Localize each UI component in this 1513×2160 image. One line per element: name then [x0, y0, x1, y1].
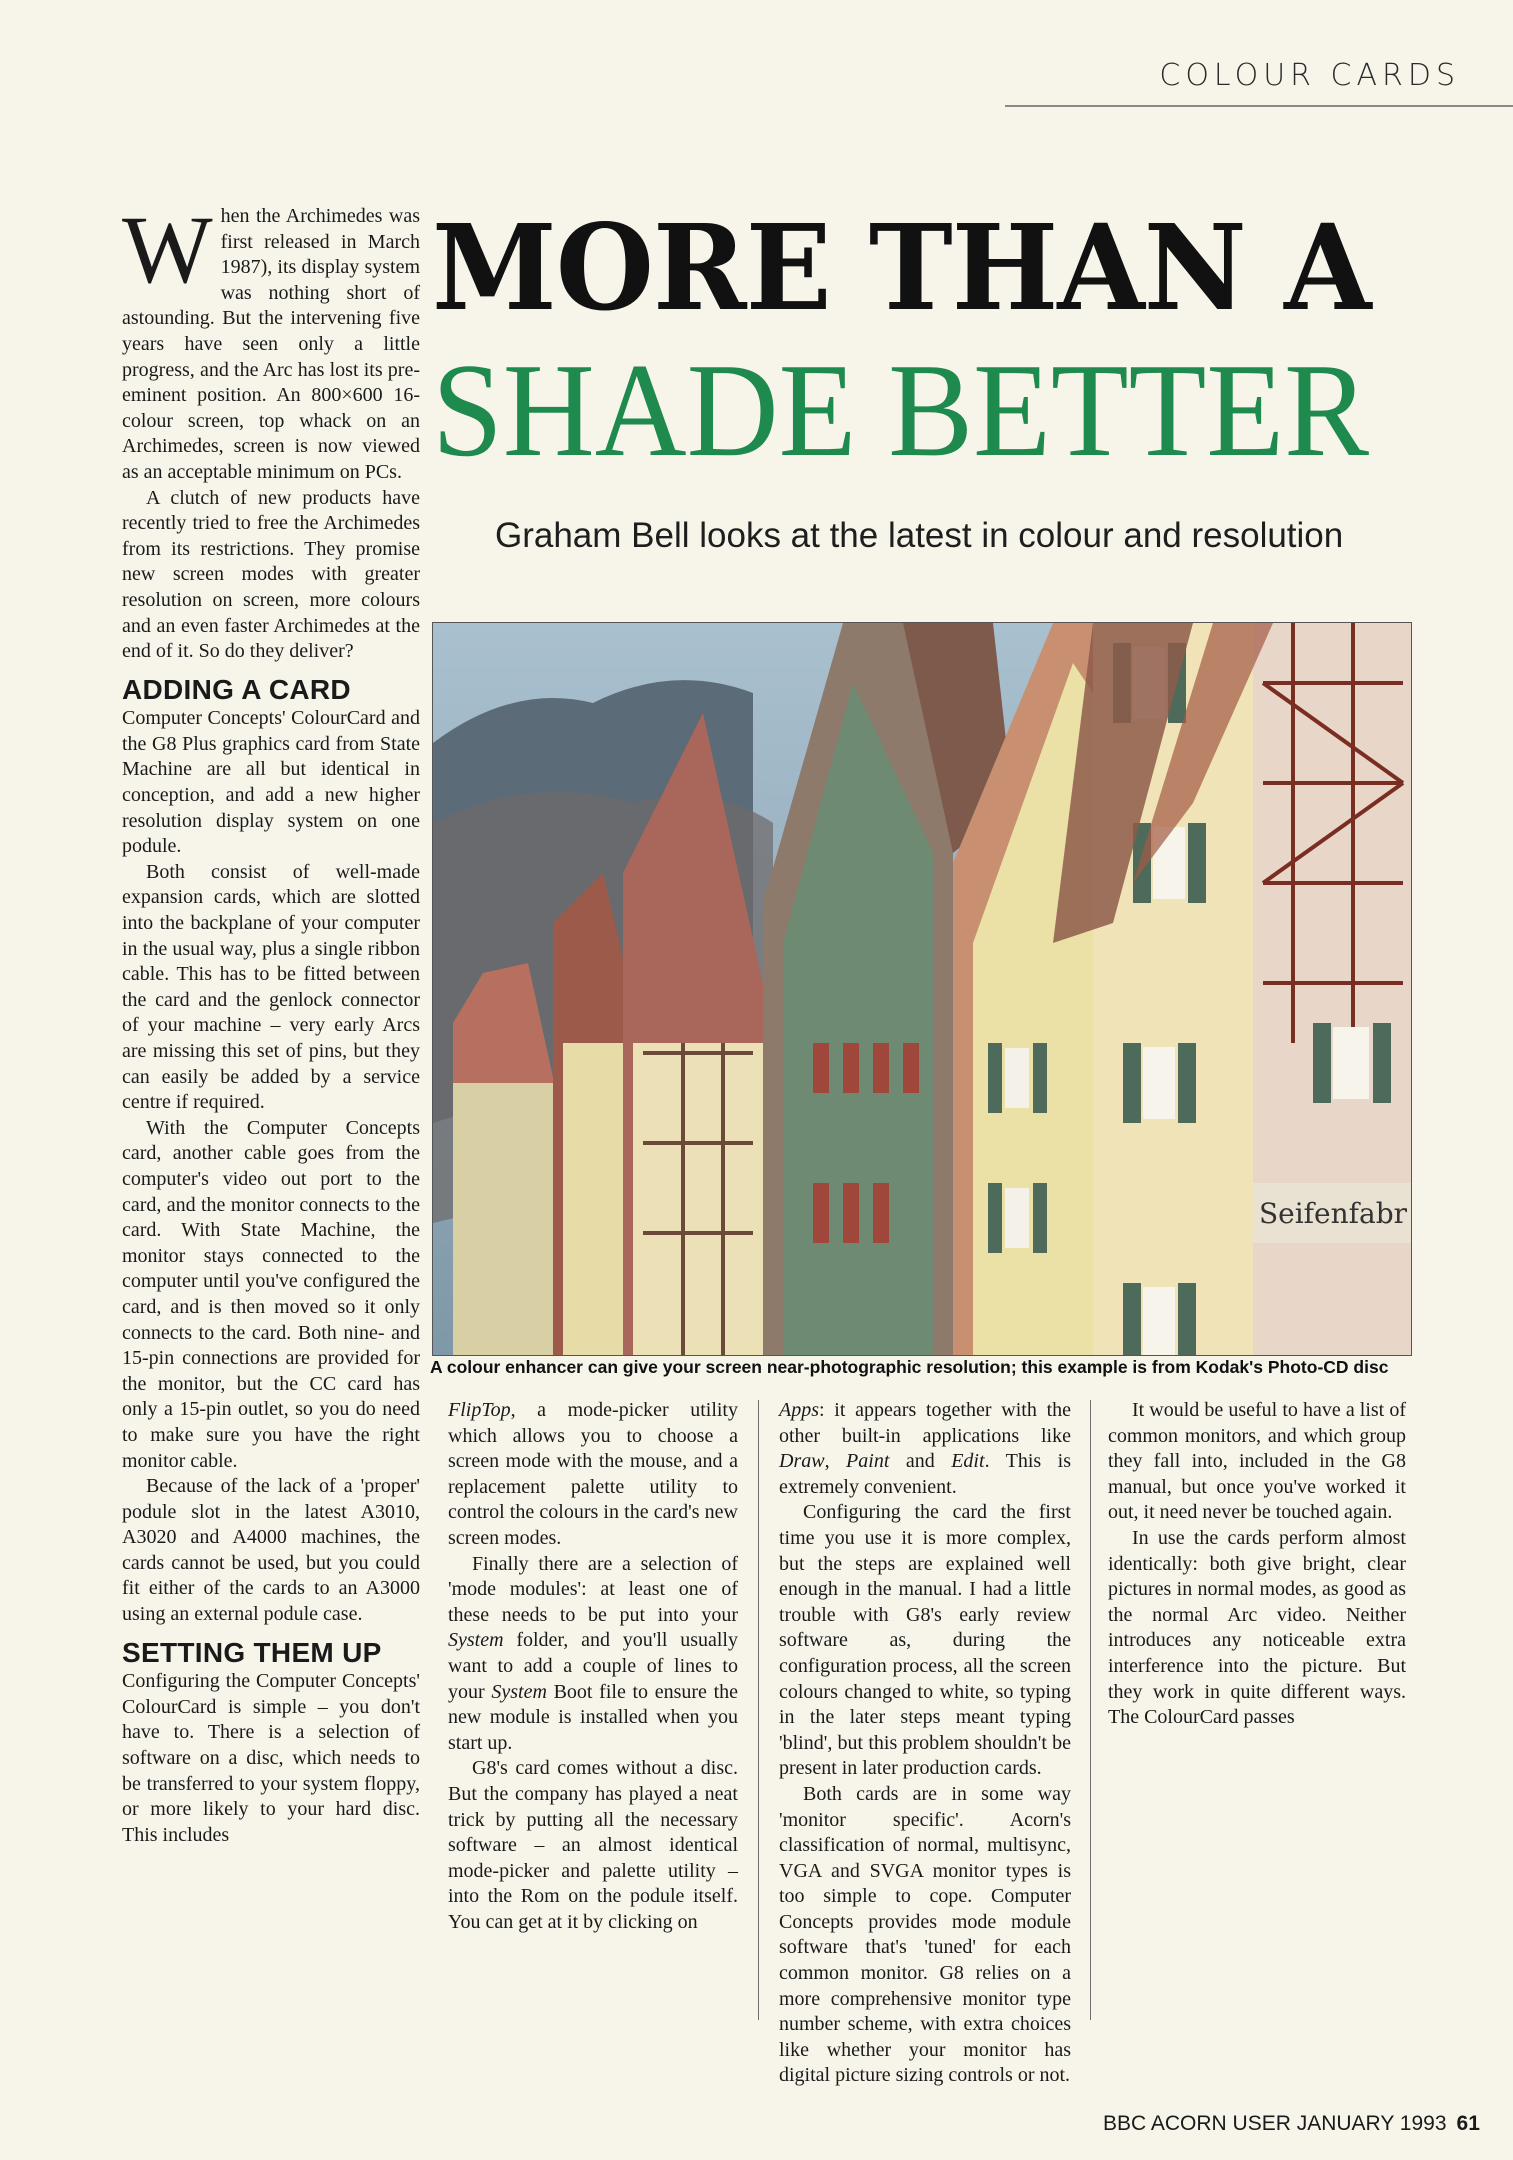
- running-head: COLOUR CARDS: [1159, 58, 1460, 93]
- body-paragraph: Configuring the card the first time you use it is more complex, but the steps are explained well enough in the manual. I had a little trouble with G8's early review software as, during the configuration process, all the screen colours changed to white, so typing in the later steps meant typing 'blind', but this problem shouldn't be present in later production cards.: [779, 1501, 1071, 1780]
- body-paragraph: Both cards are in some way 'monitor specific'. Acorn's classification of normal, multisync, VGA and SVGA monitor types is too simple to cope. Computer Concepts provides mode module software that's 'tuned' for each common monitor. G8 relies on a more comprehensive monitor type number scheme, with extra choices like whether your monitor has digital picture sizing controls or not.: [779, 1782, 1071, 2087]
- body-column-4: [1108, 1398, 1406, 1731]
- running-head-rule: [1005, 105, 1513, 107]
- subhead-setting-them-up: SETTING THEM UP: [122, 1636, 382, 1668]
- article-photo: [432, 622, 1412, 1356]
- street-houses-illustration: [433, 623, 1412, 1356]
- subhead-adding-a-card: ADDING A CARD: [122, 673, 351, 705]
- body-paragraph: When the Archimedes was first released in March 1987), its display system was nothing short of astounding. But the intervening five years have seen only a little progress, and the Arc has lost its pre-eminent position. An 800×600 16-colour screen, top whack on an Archimedes, screen is now viewed as an acceptable minimum on PCs.: [122, 196, 420, 483]
- body-paragraph: Both consist of well-made expansion cards, which are slotted into the backplane of your computer in the usual way, plus a single ribbon cable. This has to be fitted between the card and the genlock connector of your machine – very early Arcs are missing this set of pins, but they can easily be added by a service centre if required.: [122, 860, 420, 1114]
- column-rule: [1090, 1400, 1091, 2020]
- page-number: 61: [1456, 2112, 1480, 2135]
- column-rule: [758, 1400, 759, 2020]
- body-paragraph: G8's card comes without a disc. But the company has played a neat trick by putting all the necessary software – an almost identical mode-picker and palette utility – into the Rom on the podule itself. You can get at it by clicking on: [448, 1757, 738, 1933]
- body-paragraph: With the Computer Concepts card, another cable goes from the computer's video out port to the card, and the monitor connects to the card. With State Machine, the monitor stays connected to the computer until you've configured the card, and is then moved so it only connects to the card. Both nine- and 15-pin connections are provided for the monitor, but the CC card has only a 15-pin outlet, so you do need to make sure you have the right monitor cable.: [122, 1116, 420, 1472]
- shop-sign-text: Seifenfabr: [1258, 1197, 1408, 1230]
- publication-name: BBC ACORN USER JANUARY 1993: [1103, 2112, 1447, 2135]
- body-paragraph: Computer Concepts' ColourCard and the G8 Plus graphics card from State Machine are all but identical in conception, and add a new higher resolution display system on one podule.: [122, 707, 420, 858]
- body-paragraph: In use the cards perform almost identically: both give bright, clear pictures in normal modes, as good as the normal Arc video. Neither introduces any noticeable extra interference into the picture. But they work in quite different ways. The ColourCard passes: [1108, 1526, 1406, 1729]
- body-paragraph: Finally there are a selection of 'mode modules': at least one of these needs to be put into your System folder, and you'll usually want to add a couple of lines to your System Boot file to ensure the new module is installed when you start up.: [448, 1552, 739, 1754]
- body-paragraph: Configuring the Computer Concepts' ColourCard is simple – you don't have to. There is a selection of software on a disc, which needs to be transferred to your system floppy, or more likely to your hard disc. This includes: [122, 1670, 420, 1846]
- body-column-3: [779, 1398, 1071, 2089]
- drop-cap: W: [122, 196, 213, 303]
- body-column-2: [448, 1398, 738, 1935]
- body-paragraph: It would be useful to have a list of common monitors, and which group they fall into, included in the G8 manual, but once you've worked it out, it need never be touched again.: [1108, 1399, 1406, 1524]
- body-paragraph: Because of the lack of a 'proper' podule slot in the latest A3010, A3020 and A4000 machines, the cards cannot be used, but you could fit either of the cards to an A3000 using an external podule case.: [122, 1475, 420, 1626]
- standfirst: Graham Bell looks at the latest in colour and resolution: [495, 516, 1344, 555]
- page-footer: [1103, 2112, 1480, 2136]
- headline-line-2: SHADE BETTER: [432, 336, 1370, 484]
- body-paragraph: A clutch of new products have recently tried to free the Archimedes from its restrictions. They promise new screen modes with greater resolution on screen, more colours and an even faster Archimedes at the end of it. So do they deliver?: [122, 486, 420, 663]
- body-paragraph: Apps: it appears together with the other built-in applications like Draw, Paint and Edit. This is extremely convenient.: [779, 1399, 1072, 1498]
- photo-caption: A colour enhancer can give your screen near-photographic resolution; this example is from Kodak's Photo-CD disc: [430, 1357, 1389, 1377]
- body-column-1: [122, 196, 420, 1848]
- headline-line-1: MORE THAN A: [432, 198, 1371, 337]
- body-paragraph: FlipTop, a mode-picker utility which allows you to choose a screen mode with the mouse, and a replacement palette utility to control the colours in the card's new screen modes.: [448, 1399, 738, 1549]
